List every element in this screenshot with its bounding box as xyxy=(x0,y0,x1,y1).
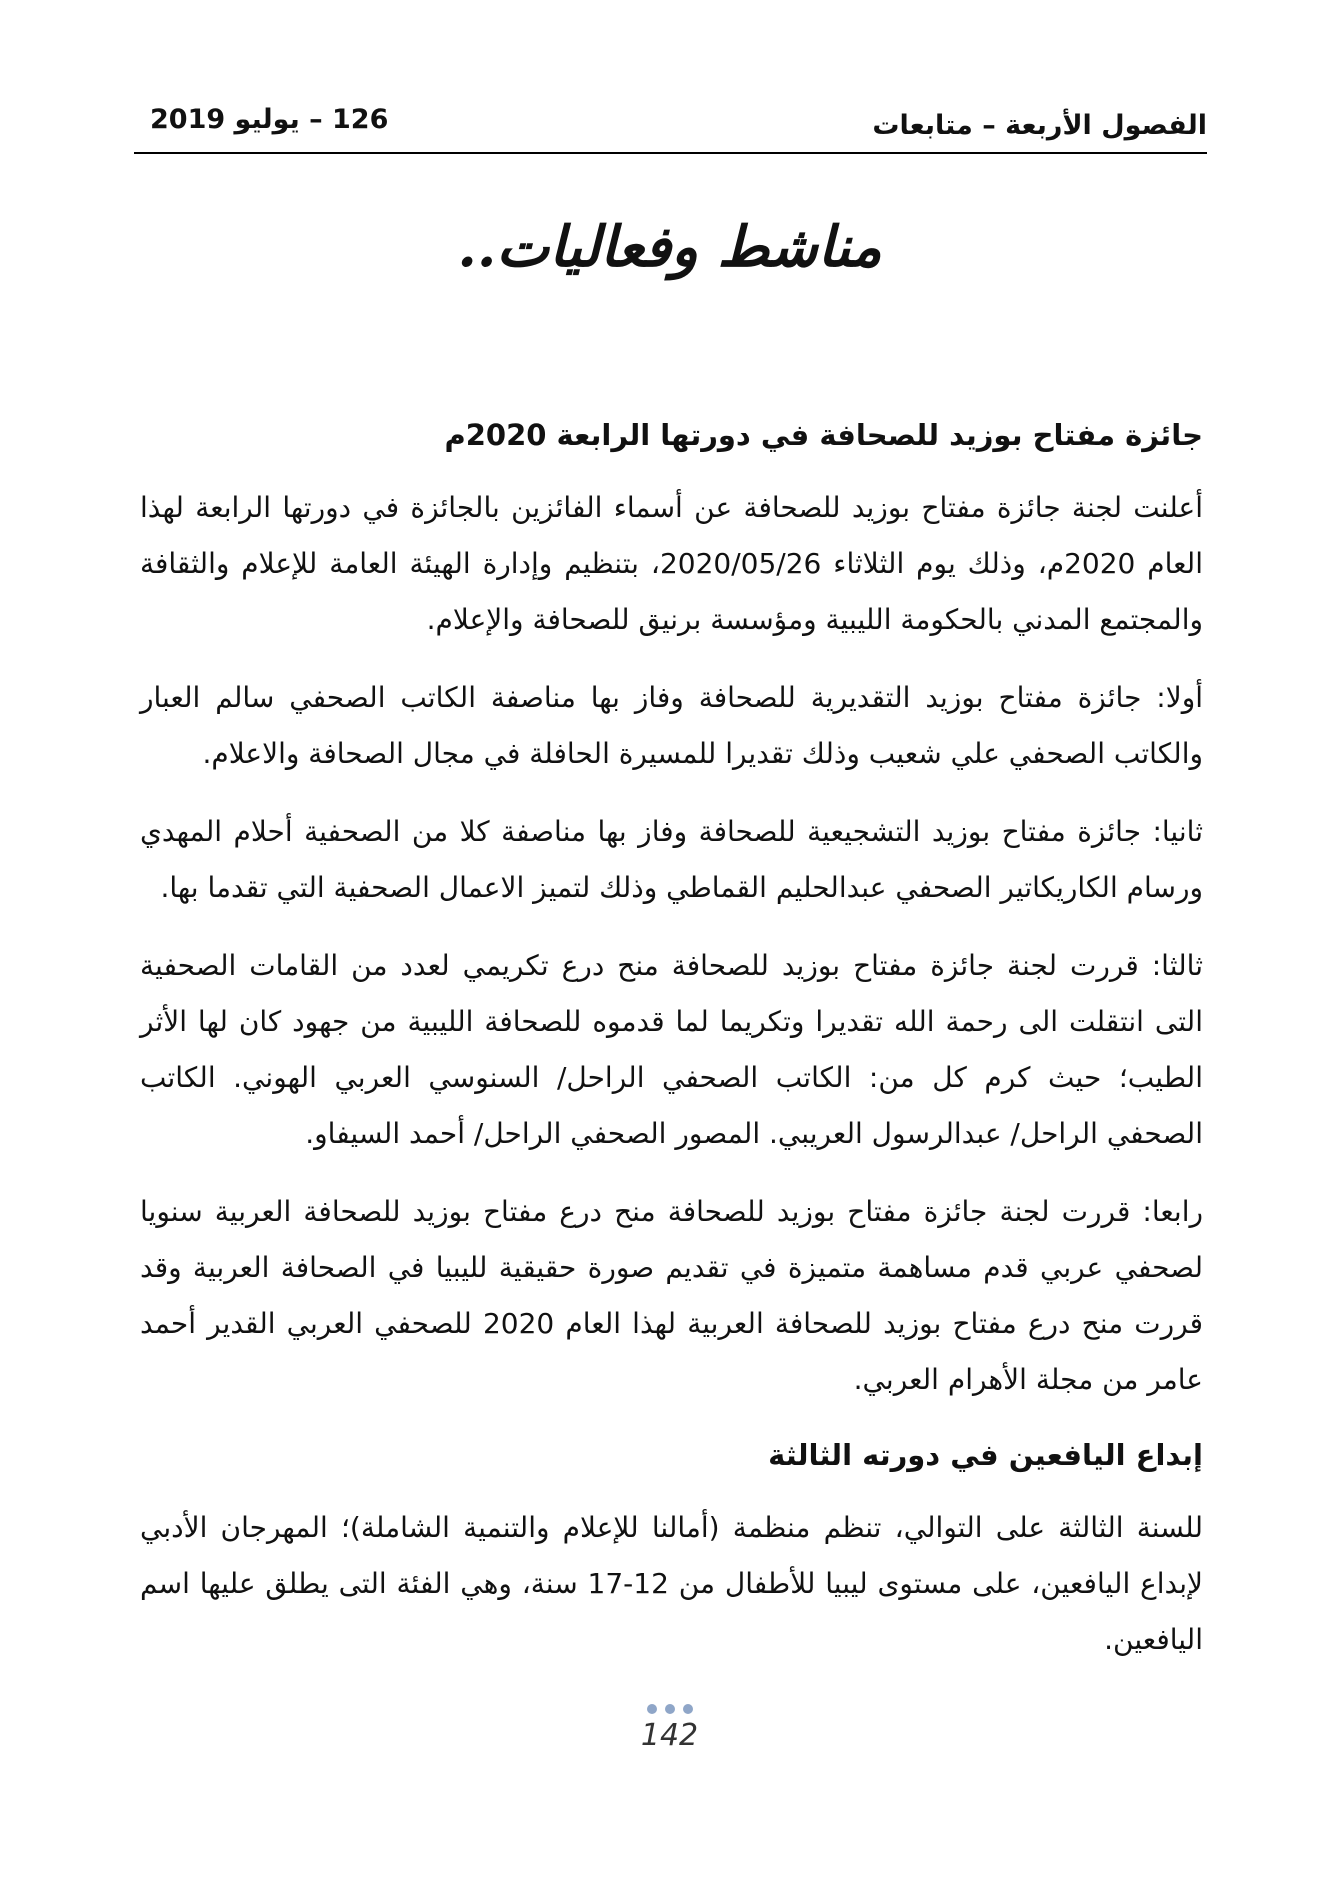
dot-ornament-icon xyxy=(683,1704,693,1714)
paragraph: رابعا: قررت لجنة جائزة مفتاح بوزيد للصحافة منح درع مفتاح بوزيد للصحافة العربية سنويا لصحفي عربي قدم مساهمة متميزة في تقديم صورة حقيقية لليبيا في الصحافة العربية وقد قررت منح درع مفتاح بوزيد للصحافة العربية لهذا العام 2020 للصحفي العربي القدير أحمد عامر من مجلة الأهرام العربي. xyxy=(140,1195,1204,1396)
header-section-title: الفصول الأربعة – متابعات xyxy=(872,110,1207,141)
running-header xyxy=(134,100,1207,154)
body-column xyxy=(140,418,1203,1690)
article-heading: جائزة مفتاح بوزيد للصحافة في دورتها الرابعة 2020م xyxy=(444,418,1203,452)
paragraph: أولا: جائزة مفتاح بوزيد التقديرية للصحافة وفاز بها مناصفة الكاتب الصحفي سالم العبار والكاتب الصحفي علي شعيب وذلك تقديرا للمسيرة الحافلة في مجال الصحافة والاعلام. xyxy=(140,681,1203,770)
dot-ornament-icon xyxy=(647,1704,657,1714)
paragraph: للسنة الثالثة على التوالي، تنظم منظمة (أمالنا للإعلام والتنمية الشاملة)؛ المهرجان الأدبي لإبداع اليافعين، على مستوى ليبيا للأطفال من 12-17 سنة، وهي الفئة التى يطلق عليها اسم اليافعين. xyxy=(140,1511,1204,1656)
article-heading: إبداع اليافعين في دورته الثالثة xyxy=(768,1438,1203,1472)
page-footer xyxy=(0,1704,1339,1753)
header-issue-date: 126 – يوليو 2019 xyxy=(150,104,389,135)
paragraph: ثالثا: قررت لجنة جائزة مفتاح بوزيد للصحافة منح درع تكريمي لعدد من القامات الصحفية التى انتقلت الى رحمة الله تقديرا وتكريما لما قدموه للصحافة الليبية من جهود كان لها الأثر الطيب؛ حيث كرم كل من: الكاتب الصحفي الراحل/ السنوسي العربي الهوني. الكاتب الصحفي الراحل/ عبدالرسول العريبي. المصور الصحفي الراحل/ أحمد السيفاو. xyxy=(140,949,1203,1150)
page-title: مناشط وفعاليات.. xyxy=(457,214,882,280)
paragraph: أعلنت لجنة جائزة مفتاح بوزيد للصحافة عن أسماء الفائزين بالجائزة في دورتها الرابعة لهذا العام 2020م، وذلك يوم الثلاثاء 2020/05/26، بتنظيم وإدارة الهيئة العامة للإعلام والثقافة والمجتمع المدني بالحكومة الليبية ومؤسسة برنيق للصحافة والإعلام. xyxy=(140,491,1203,636)
paragraph: ثانيا: جائزة مفتاح بوزيد التشجيعية للصحافة وفاز بها مناصفة كلا من الصحفية أحلام المهدي ورسام الكاريكاتير الصحفي عبدالحليم القماطي وذلك لتميز الاعمال الصحفية التي تقدما بها. xyxy=(140,815,1203,904)
dot-ornament-icon xyxy=(665,1704,675,1714)
dots-ornament xyxy=(0,1704,1339,1714)
page-number: 142 xyxy=(640,1718,699,1753)
